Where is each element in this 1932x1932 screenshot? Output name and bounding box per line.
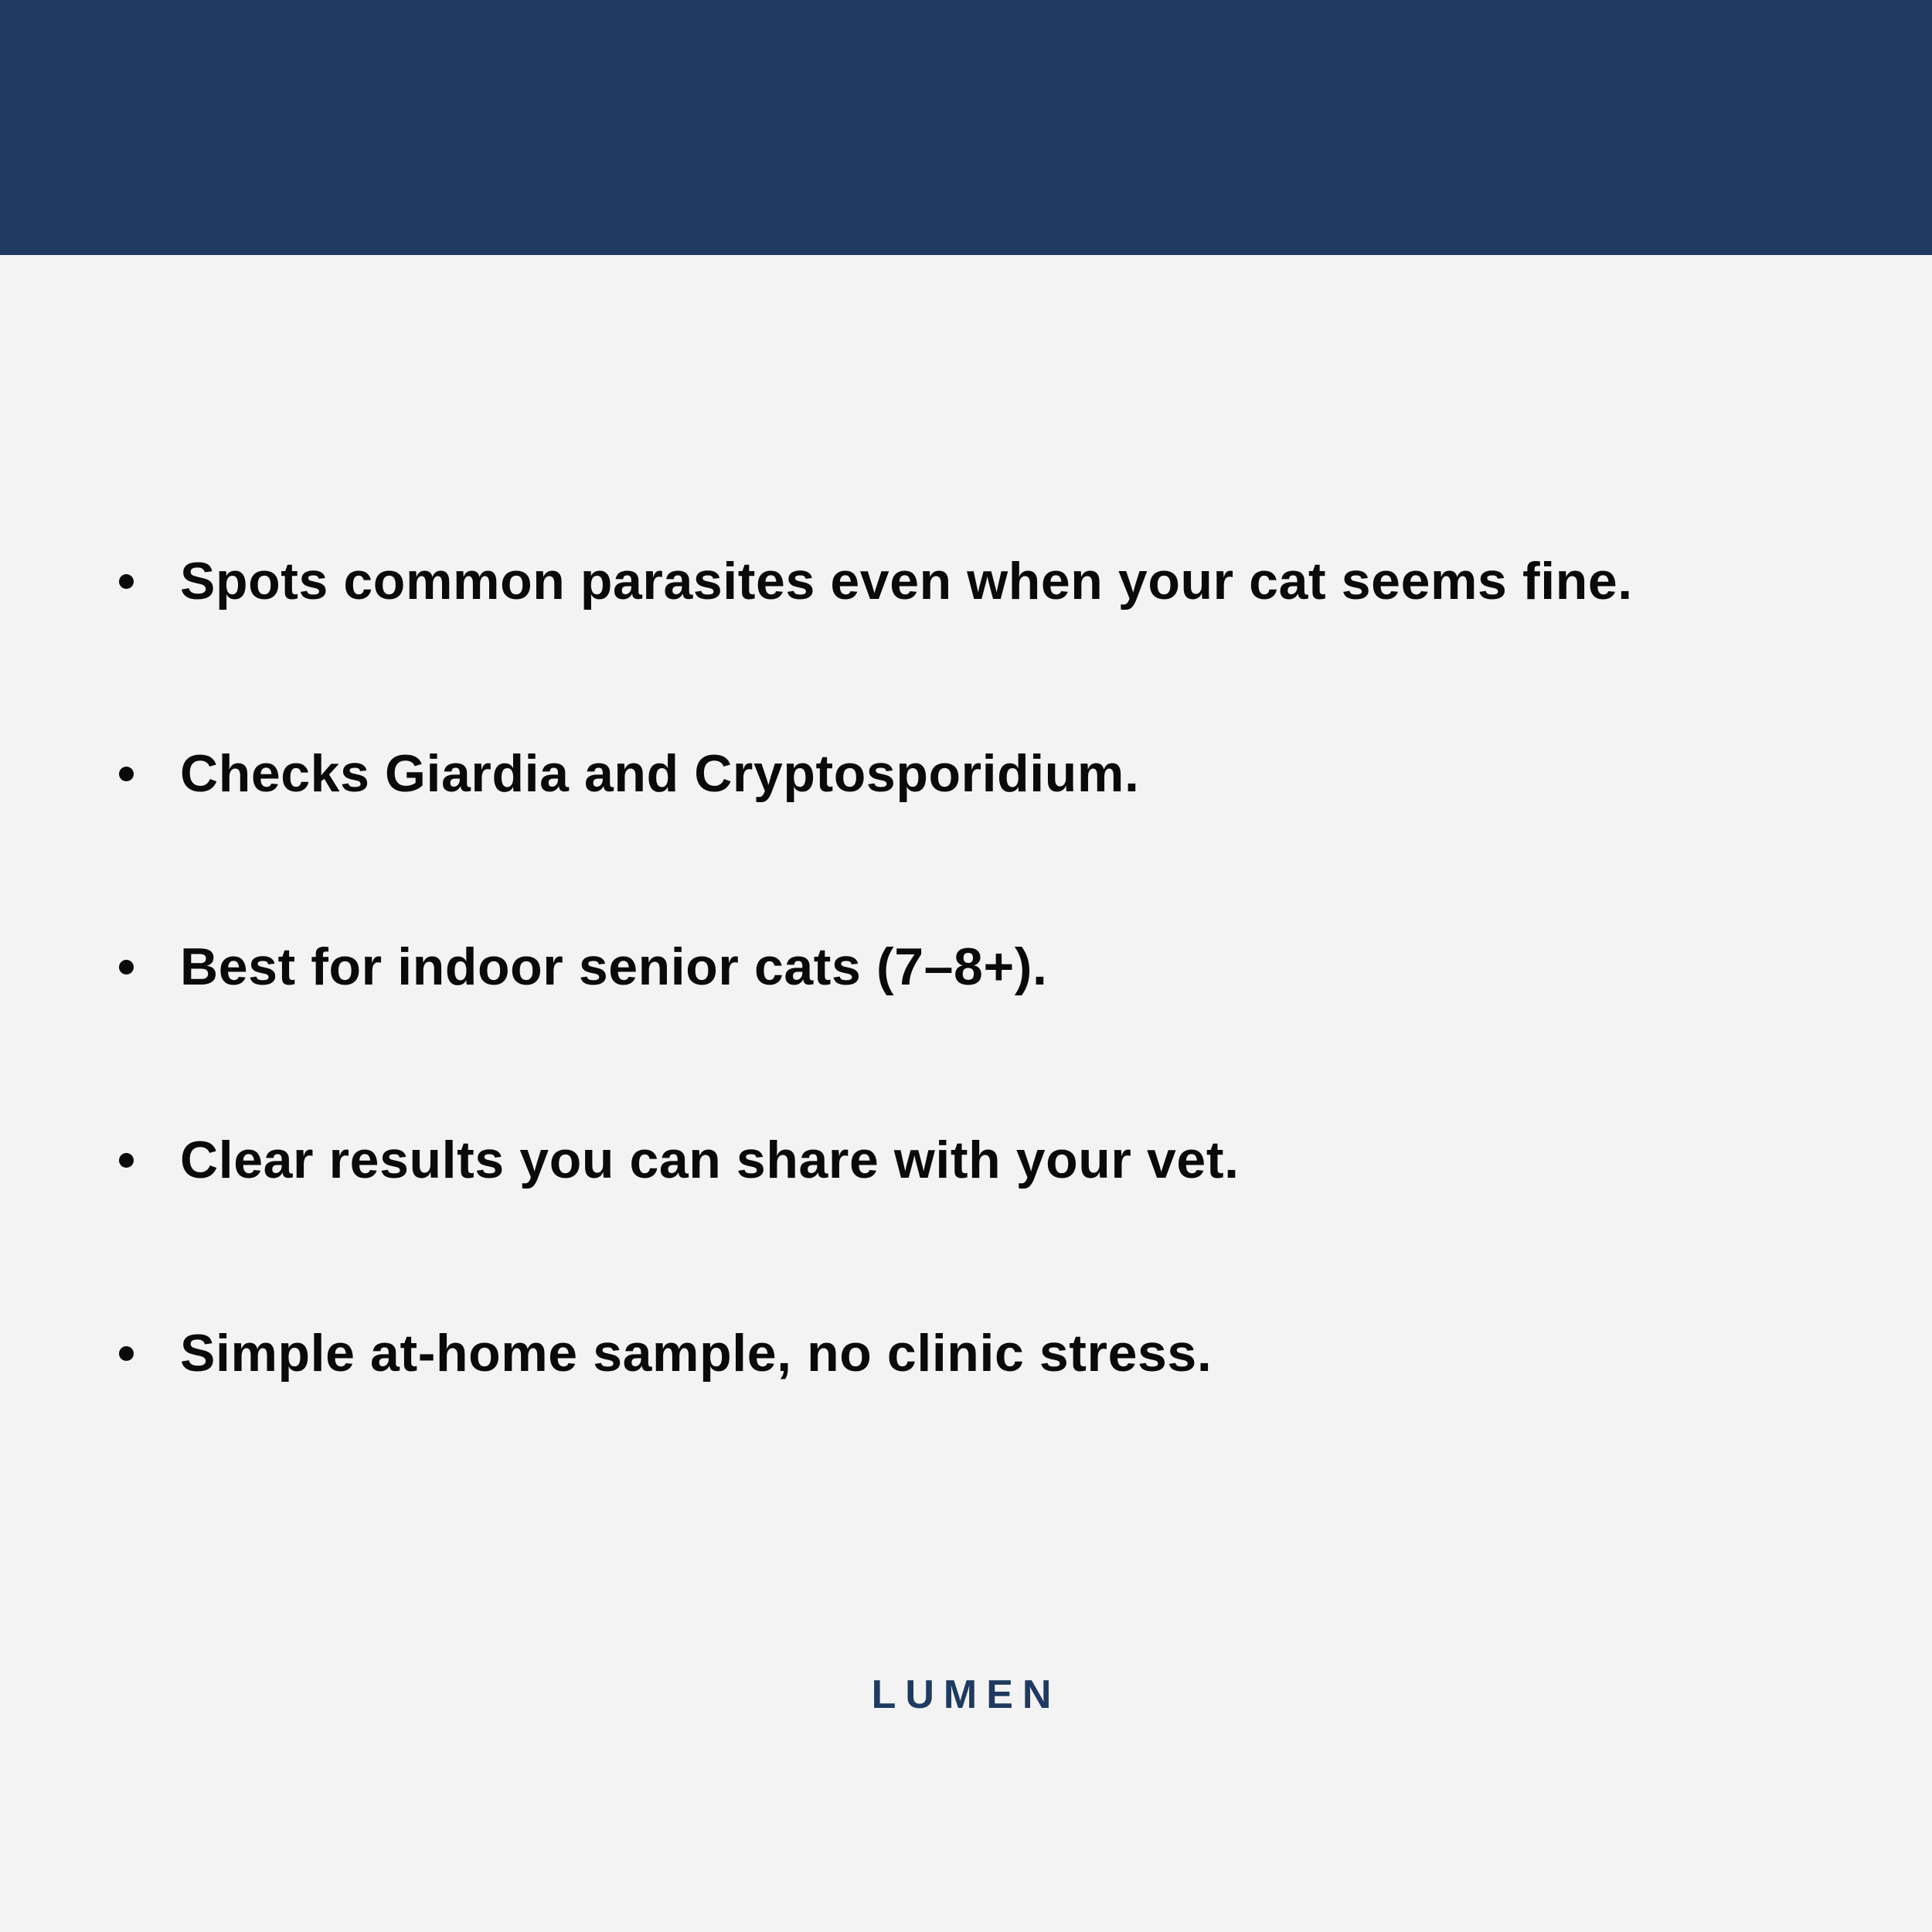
benefit-text: Best for indoor senior cats (7–8+). <box>180 937 1048 996</box>
benefit-item-at-home <box>114 1315 1853 1392</box>
bullet-dot-icon <box>119 1346 134 1361</box>
bullet-dot-icon <box>119 574 134 589</box>
benefit-text: Spots common parasites even when your cat seems fine. <box>180 552 1633 611</box>
bullet-dot-icon <box>119 1153 134 1168</box>
benefit-item-results <box>114 1121 1853 1199</box>
bullet-dot-icon <box>119 767 134 781</box>
benefit-text: Checks Giardia and Cryptosporidium. <box>180 744 1140 803</box>
benefit-item-senior-cats <box>114 928 1853 1005</box>
benefit-item-giardia <box>114 735 1853 812</box>
brand-logo: LUMEN <box>871 1672 1061 1717</box>
benefit-item-parasites <box>114 543 1853 620</box>
bullet-dot-icon <box>119 960 134 975</box>
benefit-text: Simple at-home sample, no clinic stress. <box>180 1324 1213 1383</box>
benefit-text: Clear results you can share with your vet. <box>180 1131 1240 1189</box>
